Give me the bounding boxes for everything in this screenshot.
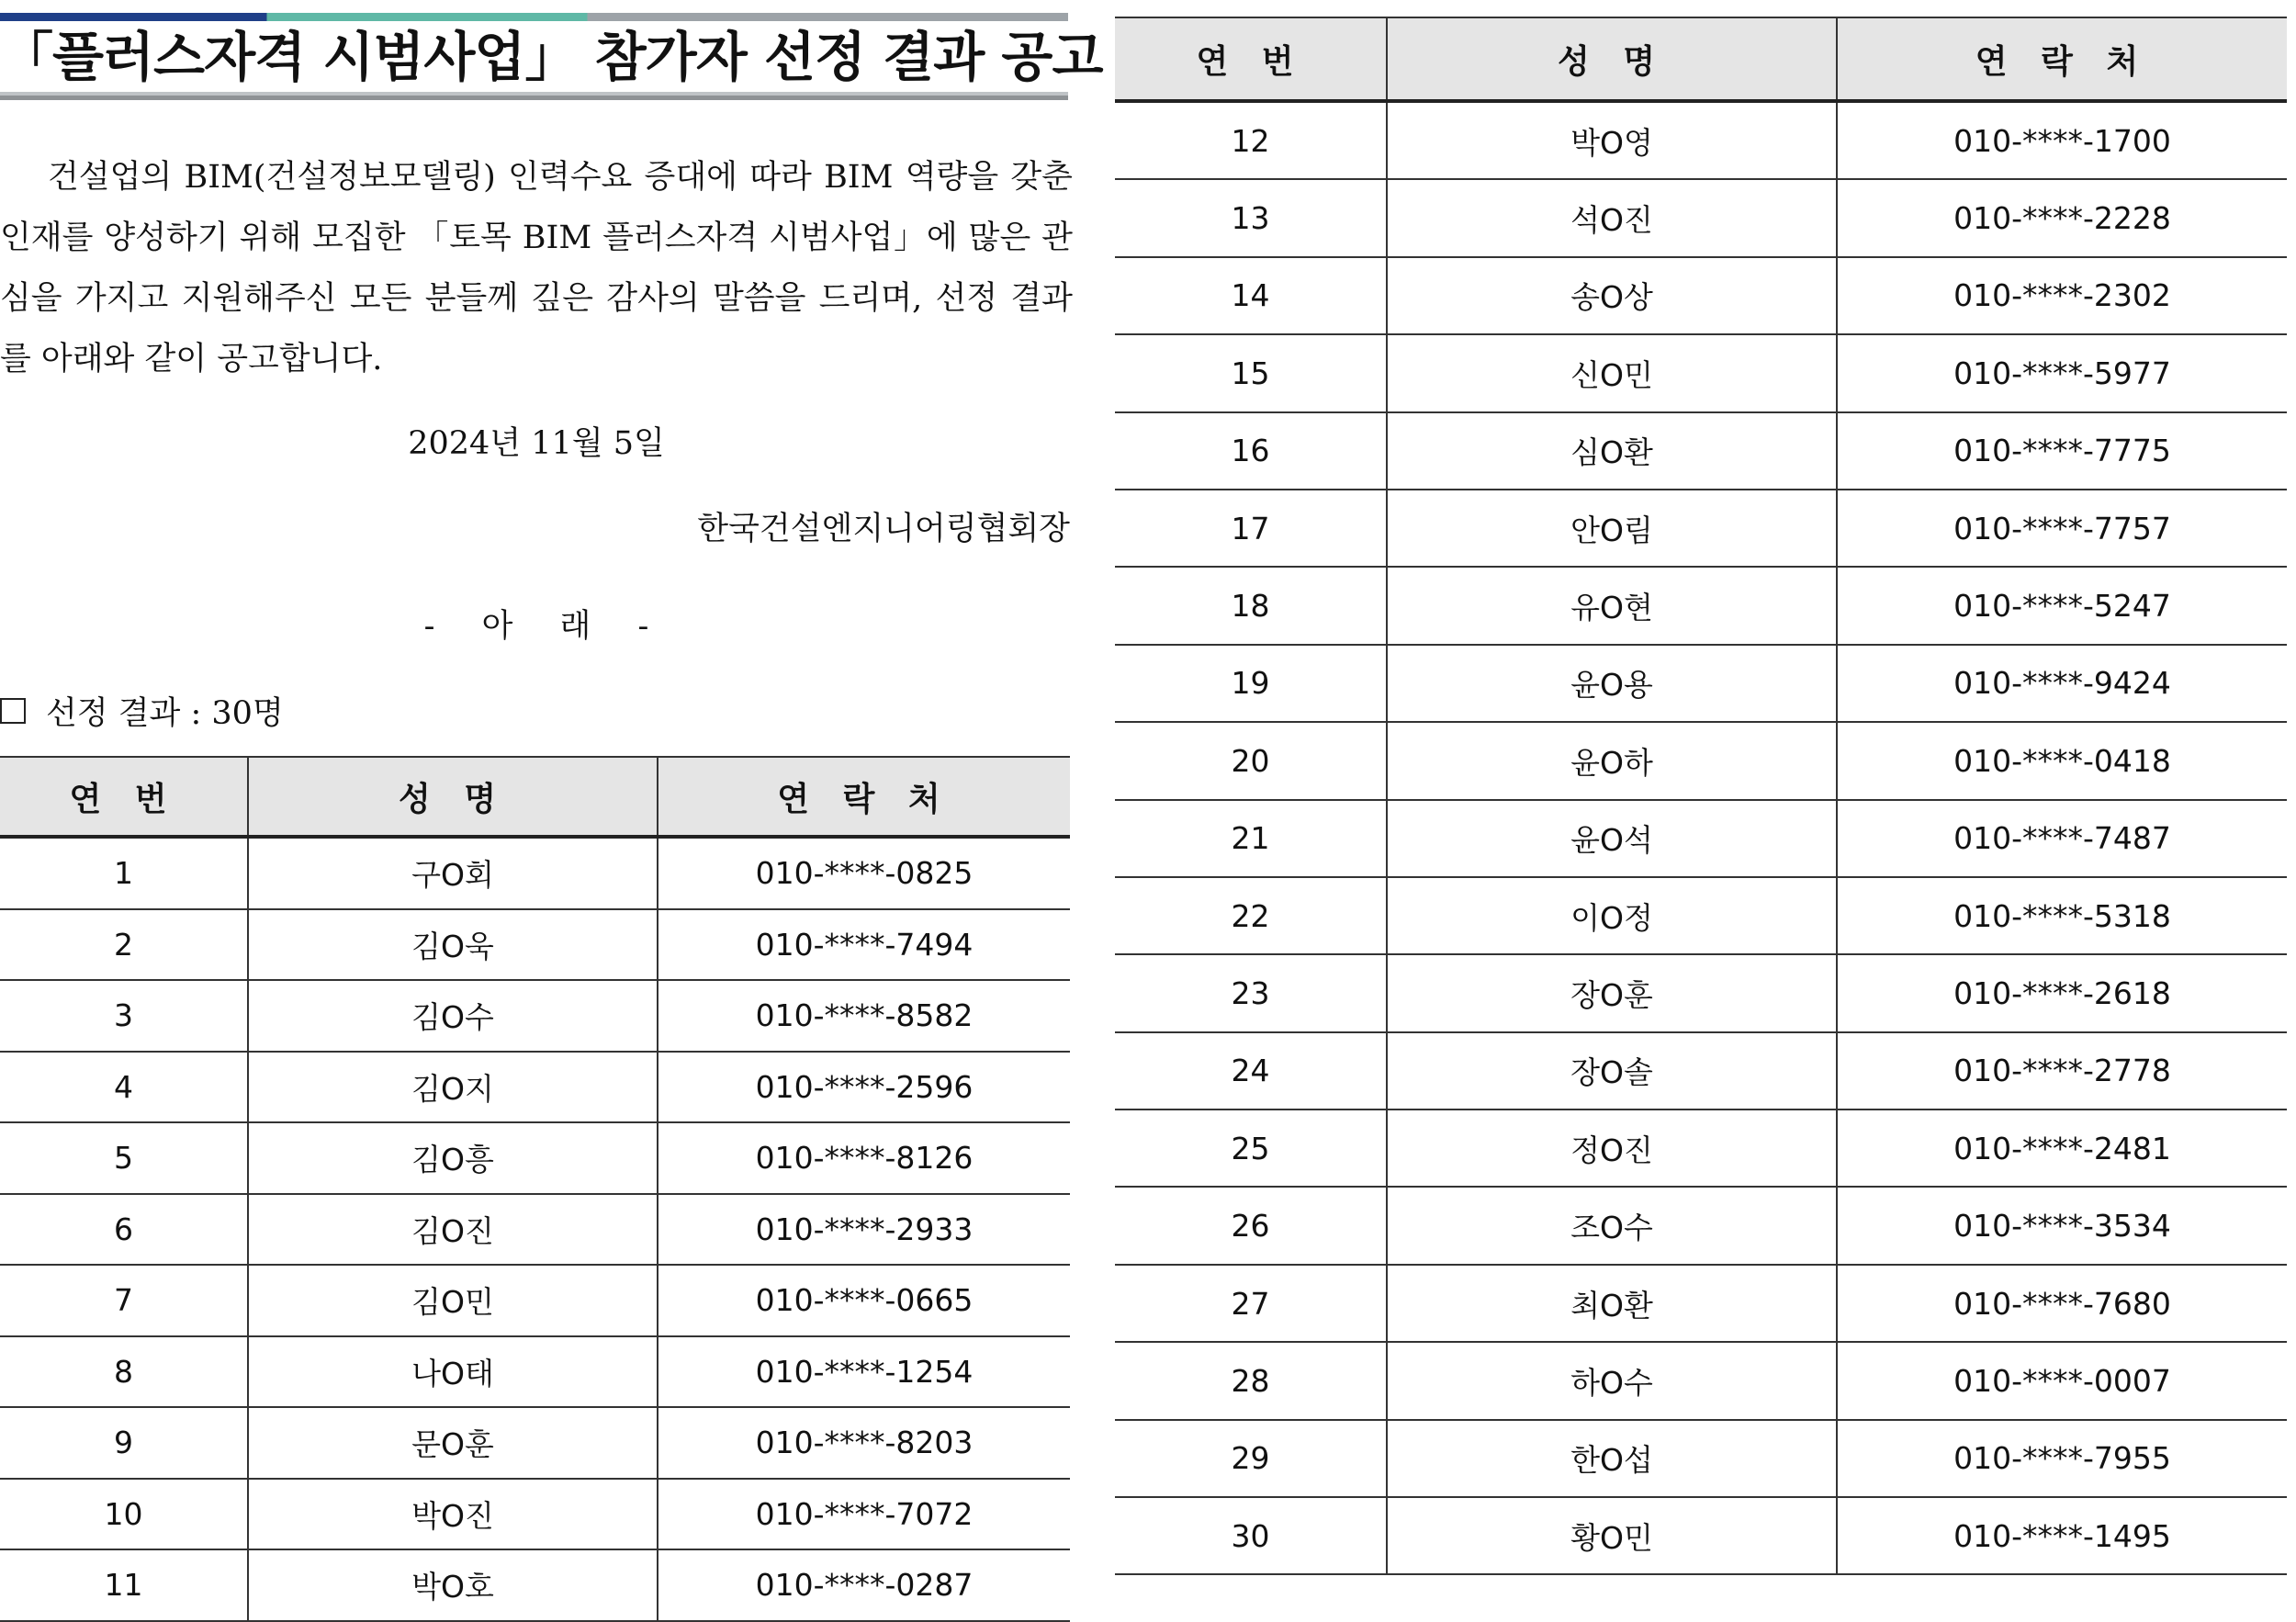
- row-phone: 010-****-0665: [658, 1265, 1070, 1336]
- table-row: [1115, 412, 2287, 490]
- table-row: [1115, 1420, 2287, 1497]
- row-name: 김O수: [248, 980, 658, 1052]
- table-row: [1115, 101, 2287, 179]
- row-number: 9: [0, 1407, 248, 1479]
- table-row: [0, 980, 1070, 1052]
- header-number: 연 번: [1115, 17, 1387, 101]
- row-name: 송O상: [1387, 257, 1837, 334]
- table-row: [0, 1407, 1070, 1479]
- row-phone: 010-****-2618: [1837, 954, 2287, 1031]
- row-name: 황O민: [1387, 1497, 1837, 1574]
- row-name: 박O호: [248, 1549, 658, 1621]
- table-row: [1115, 490, 2287, 567]
- row-name: 박O진: [248, 1479, 658, 1550]
- row-name: 하O수: [1387, 1342, 1837, 1419]
- row-phone: 010-****-1700: [1837, 101, 2287, 179]
- table-row: [1115, 567, 2287, 644]
- row-name: 장O솔: [1387, 1032, 1837, 1109]
- header-name: 성 명: [248, 757, 658, 837]
- row-phone: 010-****-7680: [1837, 1265, 2287, 1342]
- row-phone: 010-****-5318: [1837, 877, 2287, 954]
- row-phone: 010-****-2933: [658, 1194, 1070, 1266]
- row-phone: 010-****-1495: [1837, 1497, 2287, 1574]
- row-name: 김O지: [248, 1052, 658, 1123]
- row-phone: 010-****-1254: [658, 1336, 1070, 1408]
- row-number: 8: [0, 1336, 248, 1408]
- row-phone: 010-****-8203: [658, 1407, 1070, 1479]
- table-row: [1115, 1497, 2287, 1574]
- below-label: - 아 래 -: [423, 608, 649, 645]
- row-number: 19: [1115, 645, 1387, 722]
- row-number: 22: [1115, 877, 1387, 954]
- row-number: 27: [1115, 1265, 1387, 1342]
- table-row: [0, 1479, 1070, 1550]
- row-number: 20: [1115, 722, 1387, 799]
- table-row: [0, 1194, 1070, 1266]
- table-row: [1115, 877, 2287, 954]
- row-number: 28: [1115, 1342, 1387, 1419]
- row-name: 김O진: [248, 1194, 658, 1266]
- table-row: [1115, 1109, 2287, 1187]
- table-header-row: [0, 757, 1070, 837]
- row-phone: 010-****-3534: [1837, 1187, 2287, 1264]
- row-number: 7: [0, 1265, 248, 1336]
- table-row: [1115, 954, 2287, 1031]
- row-phone: 010-****-8126: [658, 1122, 1070, 1194]
- row-phone: 010-****-7072: [658, 1479, 1070, 1550]
- row-number: 12: [1115, 101, 1387, 179]
- row-phone: 010-****-7487: [1837, 800, 2287, 877]
- checkbox-square-icon: [0, 698, 26, 724]
- row-phone: 010-****-2481: [1837, 1109, 2287, 1187]
- table-row: [0, 1336, 1070, 1408]
- announcement-date: 2024년 11월 5일: [408, 425, 665, 462]
- title-top-bar: [0, 13, 1068, 21]
- row-phone: 010-****-7494: [658, 909, 1070, 981]
- announcement-body: 건설업의 BIM(건설정보모델링) 인력수요 증대에 따라 BIM 역량을 갖춘 인재를 양성하기 위해 모집한 「토목 BIM 플러스자격 시범사업」에 많은 관심을 가지고 지원해주신 모든 분들께 깊은 감사의 말씀을 드리며, 선정 결과를 아래와 같이 공고합니다.: [0, 159, 1073, 377]
- row-number: 23: [1115, 954, 1387, 1031]
- row-phone: 010-****-7955: [1837, 1420, 2287, 1497]
- table-row: [1115, 1265, 2287, 1342]
- table-body-left: [0, 837, 1070, 1621]
- row-phone: 010-****-8582: [658, 980, 1070, 1052]
- row-phone: 010-****-2596: [658, 1052, 1070, 1123]
- row-phone: 010-****-9424: [1837, 645, 2287, 722]
- title-bottom-bar: [0, 92, 1068, 100]
- table-row: [1115, 722, 2287, 799]
- row-phone: 010-****-2778: [1837, 1032, 2287, 1109]
- table-header-row: [1115, 17, 2287, 101]
- row-number: 3: [0, 980, 248, 1052]
- row-number: 17: [1115, 490, 1387, 567]
- header-number: 연 번: [0, 757, 248, 837]
- row-number: 29: [1115, 1420, 1387, 1497]
- row-name: 안O림: [1387, 490, 1837, 567]
- row-name: 김O욱: [248, 909, 658, 981]
- row-name: 나O태: [248, 1336, 658, 1408]
- table-row: [0, 837, 1070, 909]
- row-name: 석O진: [1387, 179, 1837, 256]
- row-number: 4: [0, 1052, 248, 1123]
- table-row: [1115, 645, 2287, 722]
- row-number: 16: [1115, 412, 1387, 490]
- row-phone: 010-****-7757: [1837, 490, 2287, 567]
- row-phone: 010-****-0418: [1837, 722, 2287, 799]
- table-row: [0, 1052, 1070, 1123]
- selection-table-left: [0, 756, 1070, 1622]
- table-row: [1115, 179, 2287, 256]
- row-number: 25: [1115, 1109, 1387, 1187]
- row-name: 한O섭: [1387, 1420, 1837, 1497]
- row-number: 13: [1115, 179, 1387, 256]
- row-name: 이O정: [1387, 877, 1837, 954]
- row-name: 신O민: [1387, 334, 1837, 411]
- issuer-organization: 한국건설엔지니어링협회장: [697, 511, 1070, 547]
- row-name: 윤O석: [1387, 800, 1837, 877]
- row-phone: 010-****-5247: [1837, 567, 2287, 644]
- row-number: 15: [1115, 334, 1387, 411]
- result-summary-text: 선정 결과 : 30명: [46, 695, 284, 732]
- table-row: [0, 1549, 1070, 1621]
- row-number: 10: [0, 1479, 248, 1550]
- row-number: 24: [1115, 1032, 1387, 1109]
- table-row: [1115, 334, 2287, 411]
- row-number: 18: [1115, 567, 1387, 644]
- row-name: 조O수: [1387, 1187, 1837, 1264]
- row-name: 정O진: [1387, 1109, 1837, 1187]
- row-name: 최O환: [1387, 1265, 1837, 1342]
- row-name: 구O회: [248, 837, 658, 909]
- row-name: 문O훈: [248, 1407, 658, 1479]
- row-phone: 010-****-5977: [1837, 334, 2287, 411]
- result-summary: [0, 685, 284, 737]
- header-name: 성 명: [1387, 17, 1837, 101]
- row-name: 김O민: [248, 1265, 658, 1336]
- row-name: 윤O하: [1387, 722, 1837, 799]
- row-name: 장O훈: [1387, 954, 1837, 1031]
- table-row: [0, 1265, 1070, 1336]
- table-row: [1115, 1187, 2287, 1264]
- row-number: 6: [0, 1194, 248, 1266]
- table-row: [1115, 800, 2287, 877]
- header-contact: 연 락 처: [658, 757, 1070, 837]
- table-row: [1115, 257, 2287, 334]
- row-name: 심O환: [1387, 412, 1837, 490]
- table-row: [1115, 1032, 2287, 1109]
- row-number: 26: [1115, 1187, 1387, 1264]
- table-body-right: [1115, 101, 2287, 1574]
- row-phone: 010-****-2228: [1837, 179, 2287, 256]
- header-contact: 연 락 처: [1837, 17, 2287, 101]
- row-number: 2: [0, 909, 248, 981]
- row-name: 김O흥: [248, 1122, 658, 1194]
- row-phone: 010-****-2302: [1837, 257, 2287, 334]
- row-number: 11: [0, 1549, 248, 1621]
- row-name: 유O현: [1387, 567, 1837, 644]
- selection-table-right: [1115, 17, 2287, 1575]
- row-number: 5: [0, 1122, 248, 1194]
- row-number: 1: [0, 837, 248, 909]
- table-row: [1115, 1342, 2287, 1419]
- table-row: [0, 1122, 1070, 1194]
- row-phone: 010-****-0007: [1837, 1342, 2287, 1419]
- table-row: [0, 909, 1070, 981]
- row-name: 박O영: [1387, 101, 1837, 179]
- page-title: 「플러스자격 시범사업」 참가자 선정 결과 공고: [0, 26, 1103, 88]
- row-number: 30: [1115, 1497, 1387, 1574]
- row-phone: 010-****-0825: [658, 837, 1070, 909]
- row-number: 21: [1115, 800, 1387, 877]
- row-phone: 010-****-7775: [1837, 412, 2287, 490]
- left-column: [0, 0, 1103, 1613]
- row-phone: 010-****-0287: [658, 1549, 1070, 1621]
- row-number: 14: [1115, 257, 1387, 334]
- row-name: 윤O용: [1387, 645, 1837, 722]
